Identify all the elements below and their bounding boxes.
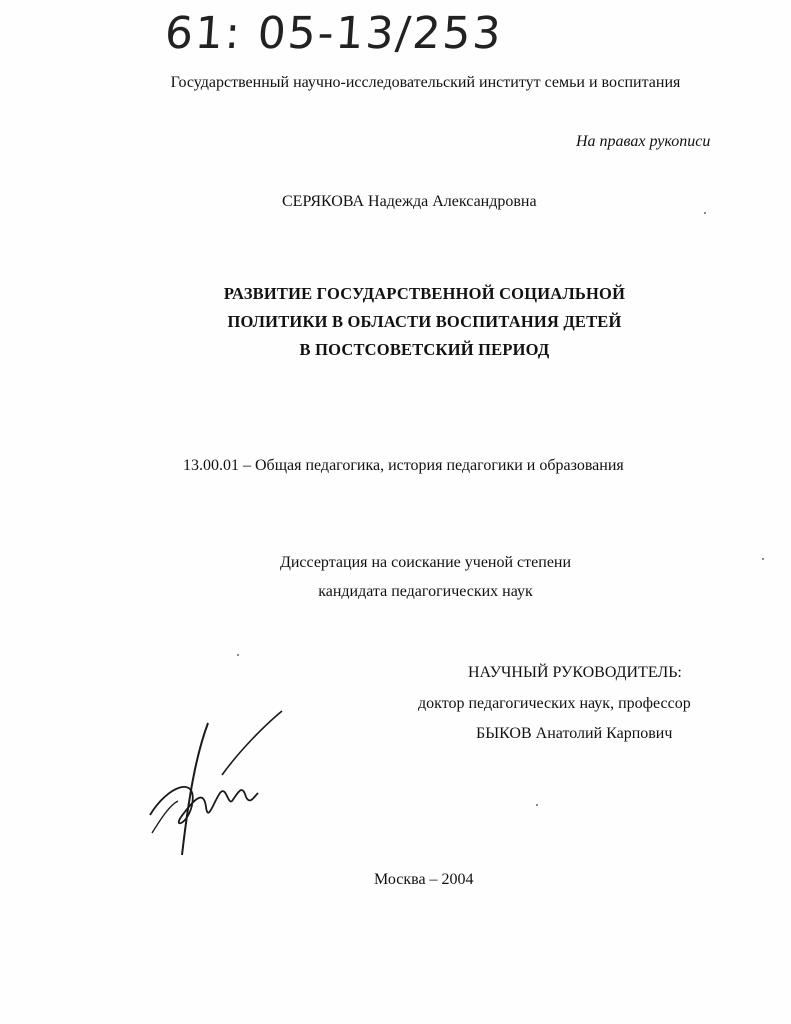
signature — [140, 705, 290, 865]
scan-speck — [762, 558, 764, 560]
scan-speck — [237, 654, 239, 656]
title-line: В ПОСТСОВЕТСКИЙ ПЕРИОД — [299, 340, 550, 359]
institute-name: Государственный научно-исследовательский институт семьи и воспитания — [170, 74, 681, 91]
scan-speck — [536, 804, 538, 806]
degree-statement — [0, 548, 791, 606]
degree-line: Диссертация на соискание ученой степени — [279, 554, 572, 571]
advisor-heading: НАУЧНЫЙ РУКОВОДИТЕЛЬ: — [468, 664, 682, 681]
title-line: ПОЛИТИКИ В ОБЛАСТИ ВОСПИТАНИЯ ДЕТЕЙ — [227, 312, 622, 331]
advisor-degree: доктор педагогических наук, профессор — [418, 695, 691, 712]
author-name: СЕРЯКОВА Надежда Александровна — [282, 193, 537, 210]
archive-mark: 61: 05-13/253 — [163, 8, 505, 59]
dissertation-title — [0, 280, 791, 364]
advisor-name: БЫКОВ Анатолий Карпович — [476, 725, 673, 742]
title-line: РАЗВИТИЕ ГОСУДАРСТВЕННОЙ СОЦИАЛЬНОЙ — [223, 284, 626, 303]
specialty-code: 13.00.01 – Общая педагогика, история педагогики и образования — [183, 457, 624, 474]
city-year: Москва – 2004 — [374, 871, 474, 888]
archive-mark-stroke — [160, 8, 540, 78]
rights-note: На правах рукописи — [576, 133, 711, 150]
scan-speck — [704, 212, 706, 214]
degree-line: кандидата педагогических наук — [318, 583, 533, 600]
